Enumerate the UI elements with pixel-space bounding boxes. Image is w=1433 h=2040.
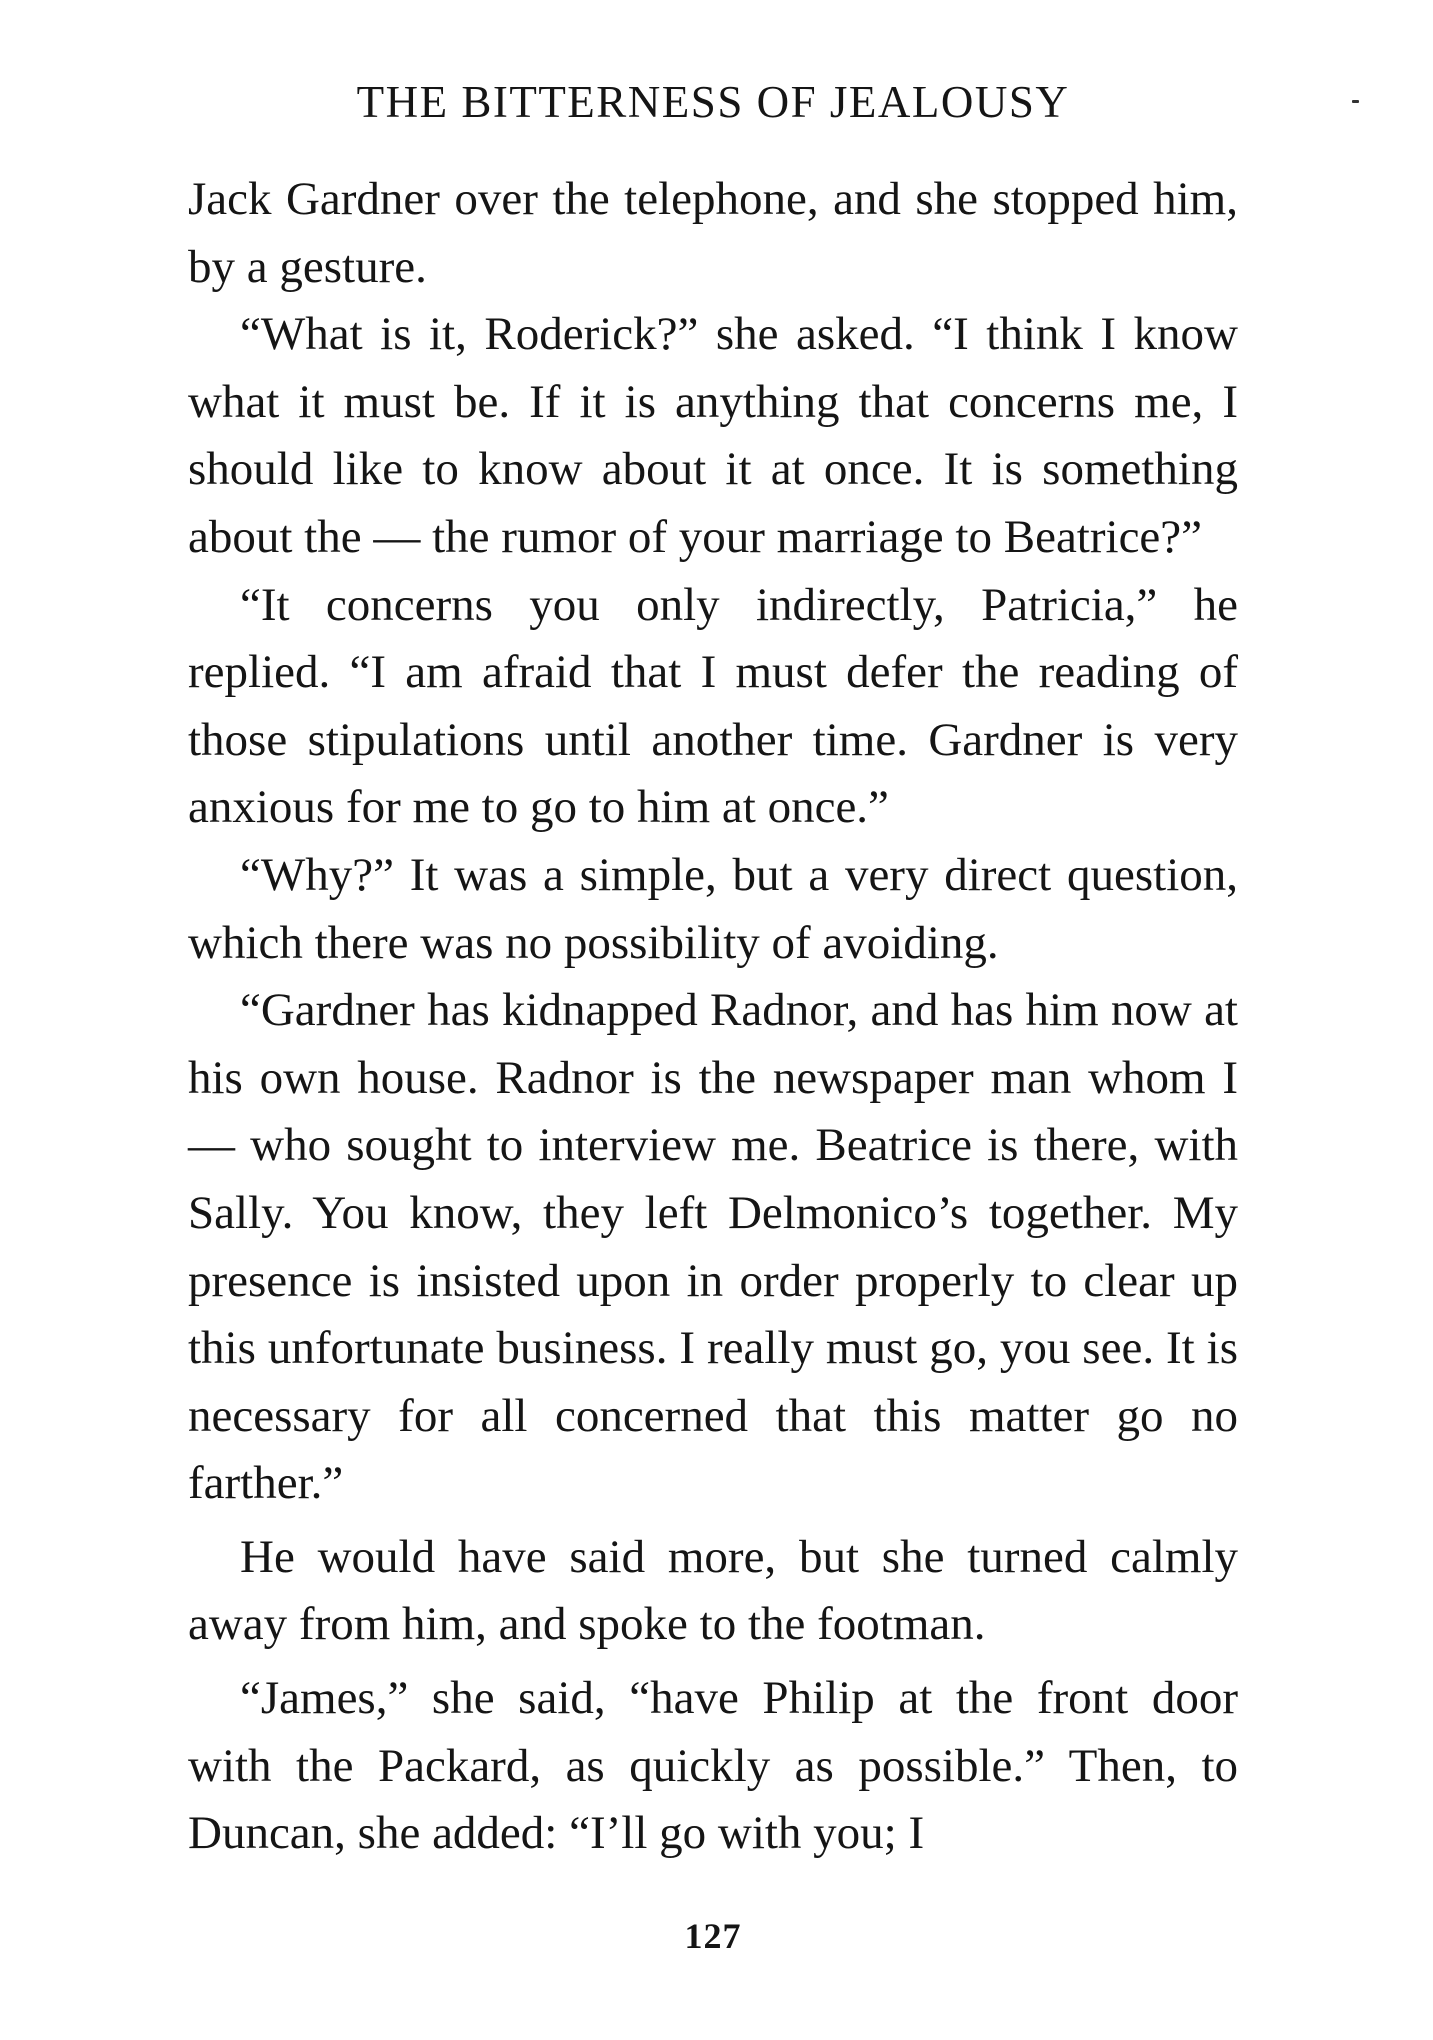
paragraph-6: He would have said more, but she turned calmly away from him, and spoke to the footman. <box>188 1530 1238 1651</box>
paragraph-4: “Why?” It was a simple, but a very direct question, which there was no possibility of avoiding. <box>188 848 1238 969</box>
paragraph-3: “It concerns you only indirectly, Patricia,” he replied. “I am afraid that I must defer the reading of those stipulations until another time. Gardner is very anxious for me to go to him at once.” <box>188 578 1238 834</box>
paragraph-1: Jack Gardner over the telephone, and she stopped him, by a gesture. <box>188 173 1238 293</box>
margin-mark <box>1352 100 1359 103</box>
paragraph-2: “What is it, Roderick?” she asked. “I think I know what it must be. If it is anything that concerns me, I should like to know about it at once. It is something about the — the rumor of your marriage to Beatrice?” <box>188 308 1238 563</box>
body-text <box>188 166 1238 1868</box>
paragraph-5: “Gardner has kidnapped Radnor, and has him now at his own house. Radnor is the newspaper man whom I — who sought to interview me. Beatrice is there, with Sally. You know, they left Delmonico’s together. My presence is insisted upon in order properly to clear up this unfortunate business. I really must go, you see. It is necessary for all concerned that this matter go no farther.” <box>188 984 1238 1510</box>
running-head: THE BITTERNESS OF JEALOUSY <box>356 77 1070 127</box>
page-number: 127 <box>684 1916 742 1956</box>
paragraph-7: “James,” she said, “have Philip at the front door with the Packard, as quickly as possible.” Then, to Duncan, she added: “I’ll go with you; I <box>188 1672 1238 1860</box>
